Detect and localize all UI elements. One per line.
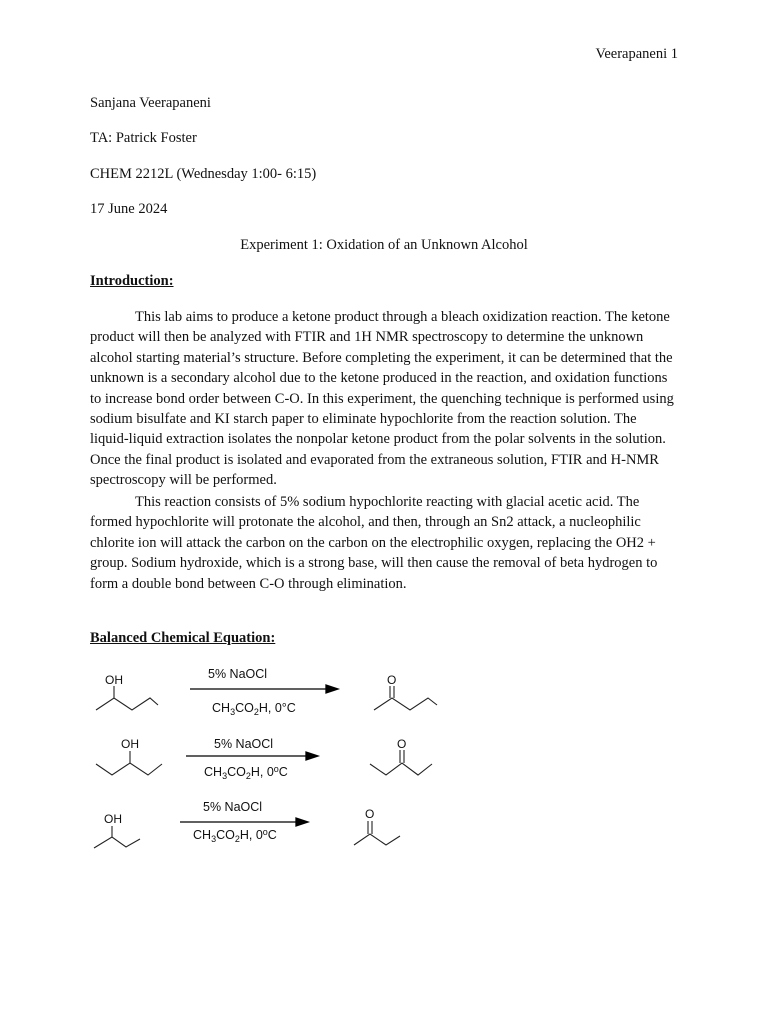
- reactant-label-3: OH: [104, 812, 122, 826]
- reagent-top-2: 5% NaOCl: [214, 737, 274, 751]
- product-label-2: O: [397, 737, 407, 751]
- reagent-top-1: 5% NaOCl: [208, 667, 268, 681]
- product-label-1: O: [387, 673, 397, 687]
- author-name: Sanjana Veerapaneni: [90, 95, 211, 111]
- reactant-structure-3: [94, 837, 140, 848]
- reagent-bottom-2: $CH_3CO_2H$, 0$^o$C: [204, 764, 288, 781]
- introduction-paragraph-1: This lab aims to produce a ketone product through a bleach oxidization reaction. The ketone product will then be analyzed with FTIR and 1H NMR spectroscopy to determine the unknown alcohol starting material’s structure. Before completing the experiment, it can be determined that the unknown is a secondary alcohol due to the ketone produced in the reaction, and oxidation functions to increase bond order between C-O. In this experiment, the quenching technique is performed using sodium bisulfate and KI starch paper to eliminate hypochlorite from the reaction solution. The liquid-liquid extraction isolates the nonpolar ketone product from the polar solvents in the solution. Once the final product is isolated and evaporated from the extraneous solution, FTIR and H-NMR spectroscopy will be performed.: [90, 309, 674, 489]
- reagent-bottom-3: $CH_3CO_2H$, 0$^o$C: [193, 827, 277, 844]
- introduction-paragraph-2: This reaction consists of 5% sodium hypochlorite reacting with glacial acetic acid. The formed hypochlorite will protonate the alcohol, and then, through an Sn2 attack, a nucleophilic chlorite ion will attack the carbon on the carbon on the electrophilic oxygen, replacing the OH2 + group. Sodium hydroxide, which is a strong base, will then cause the removal of beta hydrogen to form a double bond between C-O through elimination.: [90, 494, 658, 592]
- equation-heading: Balanced Chemical Equation:: [90, 630, 276, 646]
- product-structure-2: [370, 763, 432, 775]
- product-structure-3: [354, 834, 400, 845]
- reactant-structure-2: [96, 763, 162, 775]
- date: 17 June 2024: [90, 201, 168, 217]
- product-label-3: O: [365, 807, 375, 821]
- reactant-label-1: OH: [105, 673, 123, 687]
- introduction-heading: Introduction:: [90, 273, 174, 289]
- page-title: Experiment 1: Oxidation of an Unknown Alcohol: [240, 237, 528, 253]
- product-structure-1: [374, 698, 437, 710]
- reagent-top-3: 5% NaOCl: [203, 800, 263, 814]
- reagent-bottom-1: $CH_3CO_2H$, 0°C: [212, 701, 296, 717]
- course-info: CHEM 2212L (Wednesday 1:00- 6:15): [90, 166, 317, 182]
- running-head: Veerapaneni 1: [595, 46, 678, 62]
- reactant-structure-1: [96, 698, 158, 710]
- reactant-label-2: OH: [121, 737, 139, 751]
- ta-name: TA: Patrick Foster: [90, 130, 197, 146]
